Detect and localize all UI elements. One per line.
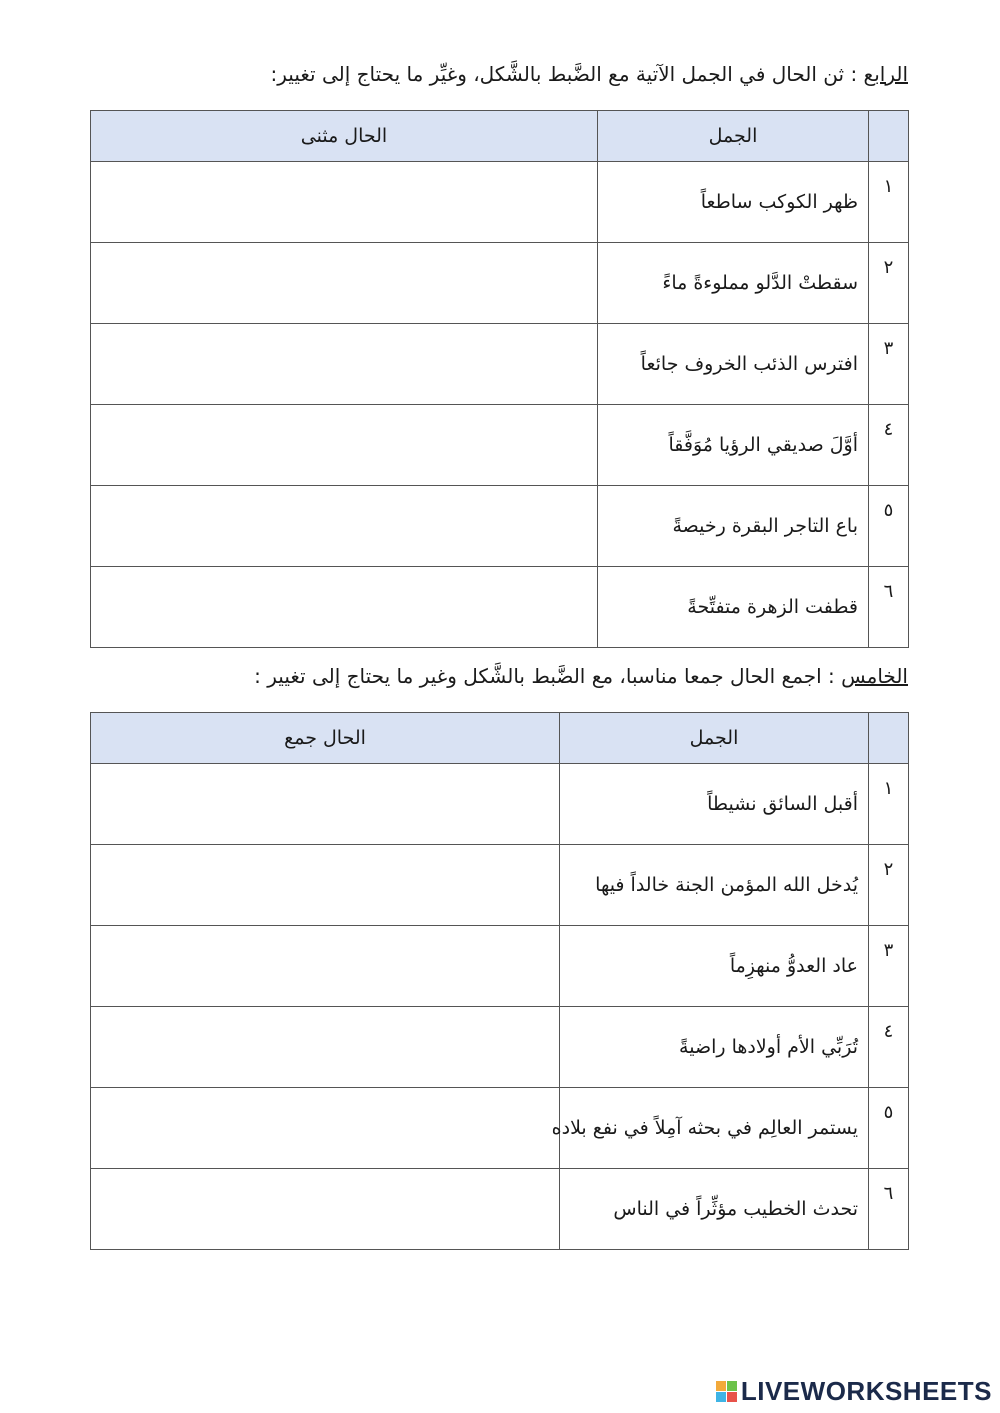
liveworksheets-logo: [716, 1376, 992, 1407]
table-row: [91, 845, 909, 926]
answer-cell[interactable]: [91, 845, 560, 926]
table-row: [91, 1169, 909, 1250]
table-row: [91, 405, 909, 486]
section5-heading: [254, 664, 908, 688]
logo-square: [716, 1392, 726, 1402]
section4-table: [90, 110, 909, 648]
row-sentence: سقطتْ الدَّلو مملوءةً ماءً: [598, 243, 869, 324]
answer-input[interactable]: [91, 764, 559, 844]
row-sentence: تحدث الخطيب مؤثِّراً في الناس: [560, 1169, 869, 1250]
row-number: ١: [869, 764, 909, 845]
header-answer: الحال مثنى: [91, 111, 598, 162]
answer-cell[interactable]: [91, 1007, 560, 1088]
row-number: ٣: [869, 926, 909, 1007]
row-number: ٢: [869, 243, 909, 324]
answer-cell[interactable]: [91, 486, 598, 567]
table-row: [91, 926, 909, 1007]
table-row: [91, 567, 909, 648]
row-sentence: أوَّلَ صديقي الرؤيا مُوَفَّقاً: [598, 405, 869, 486]
row-number: ٥: [869, 1088, 909, 1169]
table-row: [91, 324, 909, 405]
section4-instruction: : ثن الحال في الجمل الآتية مع الضَّبط بالشَّكل، وغيِّر ما يحتاج إلى تغيير:: [270, 62, 864, 86]
answer-cell[interactable]: [91, 926, 560, 1007]
section5-label: الخامس: [841, 664, 908, 688]
table-row: [91, 243, 909, 324]
section5-instruction: : اجمع الحال جمعا مناسبا، مع الضَّبط بالشَّكل وغير ما يحتاج إلى تغيير :: [254, 664, 842, 688]
row-sentence: باع التاجر البقرة رخيصةً: [598, 486, 869, 567]
answer-cell[interactable]: [91, 1169, 560, 1250]
answer-input[interactable]: [91, 243, 597, 323]
answer-cell[interactable]: [91, 567, 598, 648]
logo-square: [727, 1392, 737, 1402]
answer-input[interactable]: [91, 1169, 559, 1249]
answer-cell[interactable]: [91, 764, 560, 845]
liveworksheets-logo-icon: [716, 1381, 737, 1402]
answer-input[interactable]: [91, 926, 559, 1006]
row-sentence: عاد العدوُّ منهزِماً: [560, 926, 869, 1007]
row-sentence: يستمر العالِم في بحثه آمِلاً في نفع بلاده: [560, 1088, 869, 1169]
answer-cell[interactable]: [91, 243, 598, 324]
answer-input[interactable]: [91, 1007, 559, 1087]
header-sentences: الجمل: [560, 713, 869, 764]
answer-cell[interactable]: [91, 405, 598, 486]
answer-input[interactable]: [91, 324, 597, 404]
header-answer: الحال جمع: [91, 713, 560, 764]
answer-cell[interactable]: [91, 1088, 560, 1169]
answer-input[interactable]: [91, 567, 597, 647]
header-number: [869, 111, 909, 162]
row-number: ٥: [869, 486, 909, 567]
answer-input[interactable]: [91, 486, 597, 566]
row-sentence: ظهر الكوكب ساطعاً: [598, 162, 869, 243]
row-sentence: قطفت الزهرة متفتِّحةً: [598, 567, 869, 648]
answer-cell[interactable]: [91, 162, 598, 243]
table-row: [91, 764, 909, 845]
answer-input[interactable]: [91, 1088, 559, 1168]
section5-table: [90, 712, 909, 1250]
brand-name: LIVEWORKSHEETS: [740, 1376, 992, 1406]
logo-square: [727, 1381, 737, 1391]
table-row: [91, 162, 909, 243]
row-number: ٤: [869, 405, 909, 486]
header-sentences: الجمل: [598, 111, 869, 162]
table-row: [91, 1088, 909, 1169]
row-sentence: افترس الذئب الخروف جائعاً: [598, 324, 869, 405]
row-sentence: تُرَبِّي الأم أولادها راضيةً: [560, 1007, 869, 1088]
section5-header-row: [91, 713, 909, 764]
logo-square: [716, 1381, 726, 1391]
answer-cell[interactable]: [91, 324, 598, 405]
row-number: ٦: [869, 1169, 909, 1250]
row-number: ٢: [869, 845, 909, 926]
section4-heading: [271, 62, 908, 86]
row-number: ٤: [869, 1007, 909, 1088]
row-number: ٦: [869, 567, 909, 648]
table-row: [91, 486, 909, 567]
table-row: [91, 1007, 909, 1088]
section4-header-row: [91, 111, 909, 162]
section4-label: الرابع: [863, 62, 908, 86]
answer-input[interactable]: [91, 845, 559, 925]
row-number: ٣: [869, 324, 909, 405]
answer-input[interactable]: [91, 405, 597, 485]
row-sentence: أقبل السائق نشيطاً: [560, 764, 869, 845]
answer-input[interactable]: [91, 162, 597, 242]
header-number: [869, 713, 909, 764]
row-number: ١: [869, 162, 909, 243]
row-sentence: يُدخل الله المؤمن الجنة خالداً فيها: [560, 845, 869, 926]
